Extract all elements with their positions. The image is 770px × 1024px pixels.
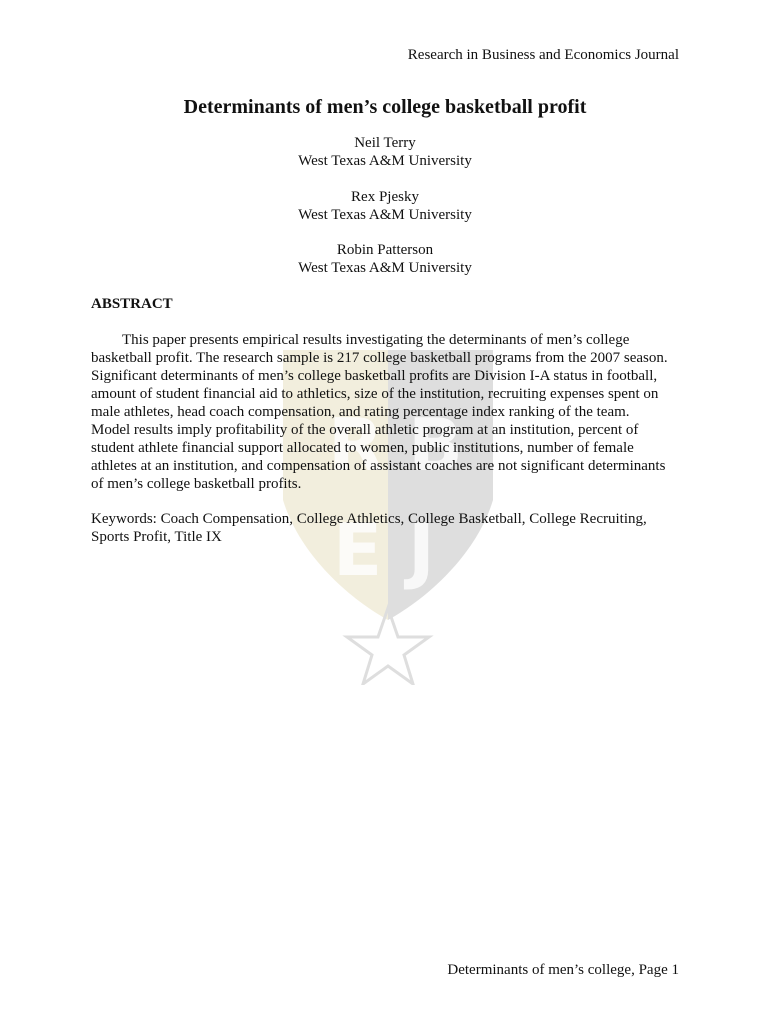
keywords-line: Keywords: Coach Compensation, College Athletics, College Basketball, College Recruiting, [91,511,647,527]
abstract-line: male athletes, head coach compensation, and rating percentage index ranking of the team. [91,404,630,420]
keywords-block [91,510,682,546]
abstract-body [91,331,682,493]
author-name: Neil Terry [354,135,416,151]
crest-letter-r: R [328,403,384,487]
crest-letter-b: B [408,403,463,487]
author-block [0,188,770,224]
crest-letter-j: J [408,508,435,592]
paper-title: Determinants of men’s college basketball profit [183,96,587,118]
running-header-journal: Research in Business and Economics Journal [407,47,679,63]
abstract-line: basketball profit. The research sample is 217 college basketball programs from the 2007 season. [91,350,668,366]
running-footer-page-label: Determinants of men’s college, Page 1 [447,962,679,978]
abstract-line: of men’s college basketball profits. [91,476,302,492]
author-affiliation: West Texas A&M University [298,260,472,276]
author-affiliation: West Texas A&M University [298,207,472,223]
abstract-line: student athlete financial support allocated to women, public institutions, number of female [91,440,634,456]
abstract-heading: ABSTRACT [91,296,173,312]
author-name: Rex Pjesky [351,189,419,205]
abstract-line: Model results imply profitability of the overall athletic program at an institution, percent of [91,422,639,438]
author-block [0,241,770,277]
crest-letter-e: E [333,508,383,592]
abstract-line: Significant determinants of men’s college basketball profits are Division I-A status in football, [91,368,658,384]
abstract-line: amount of student financial aid to athletics, size of the institution, recruiting expenses spent on [91,386,659,402]
abstract-line: athletes at an institution, and compensation of assistant coaches are not significant determinants [91,458,666,474]
abstract-line: This paper presents empirical results investigating the determinants of men’s college [122,332,630,348]
author-affiliation: West Texas A&M University [298,153,472,169]
keywords-line: Sports Profit, Title IX [91,529,222,545]
author-block [0,134,770,170]
author-name: Robin Patterson [336,242,434,258]
